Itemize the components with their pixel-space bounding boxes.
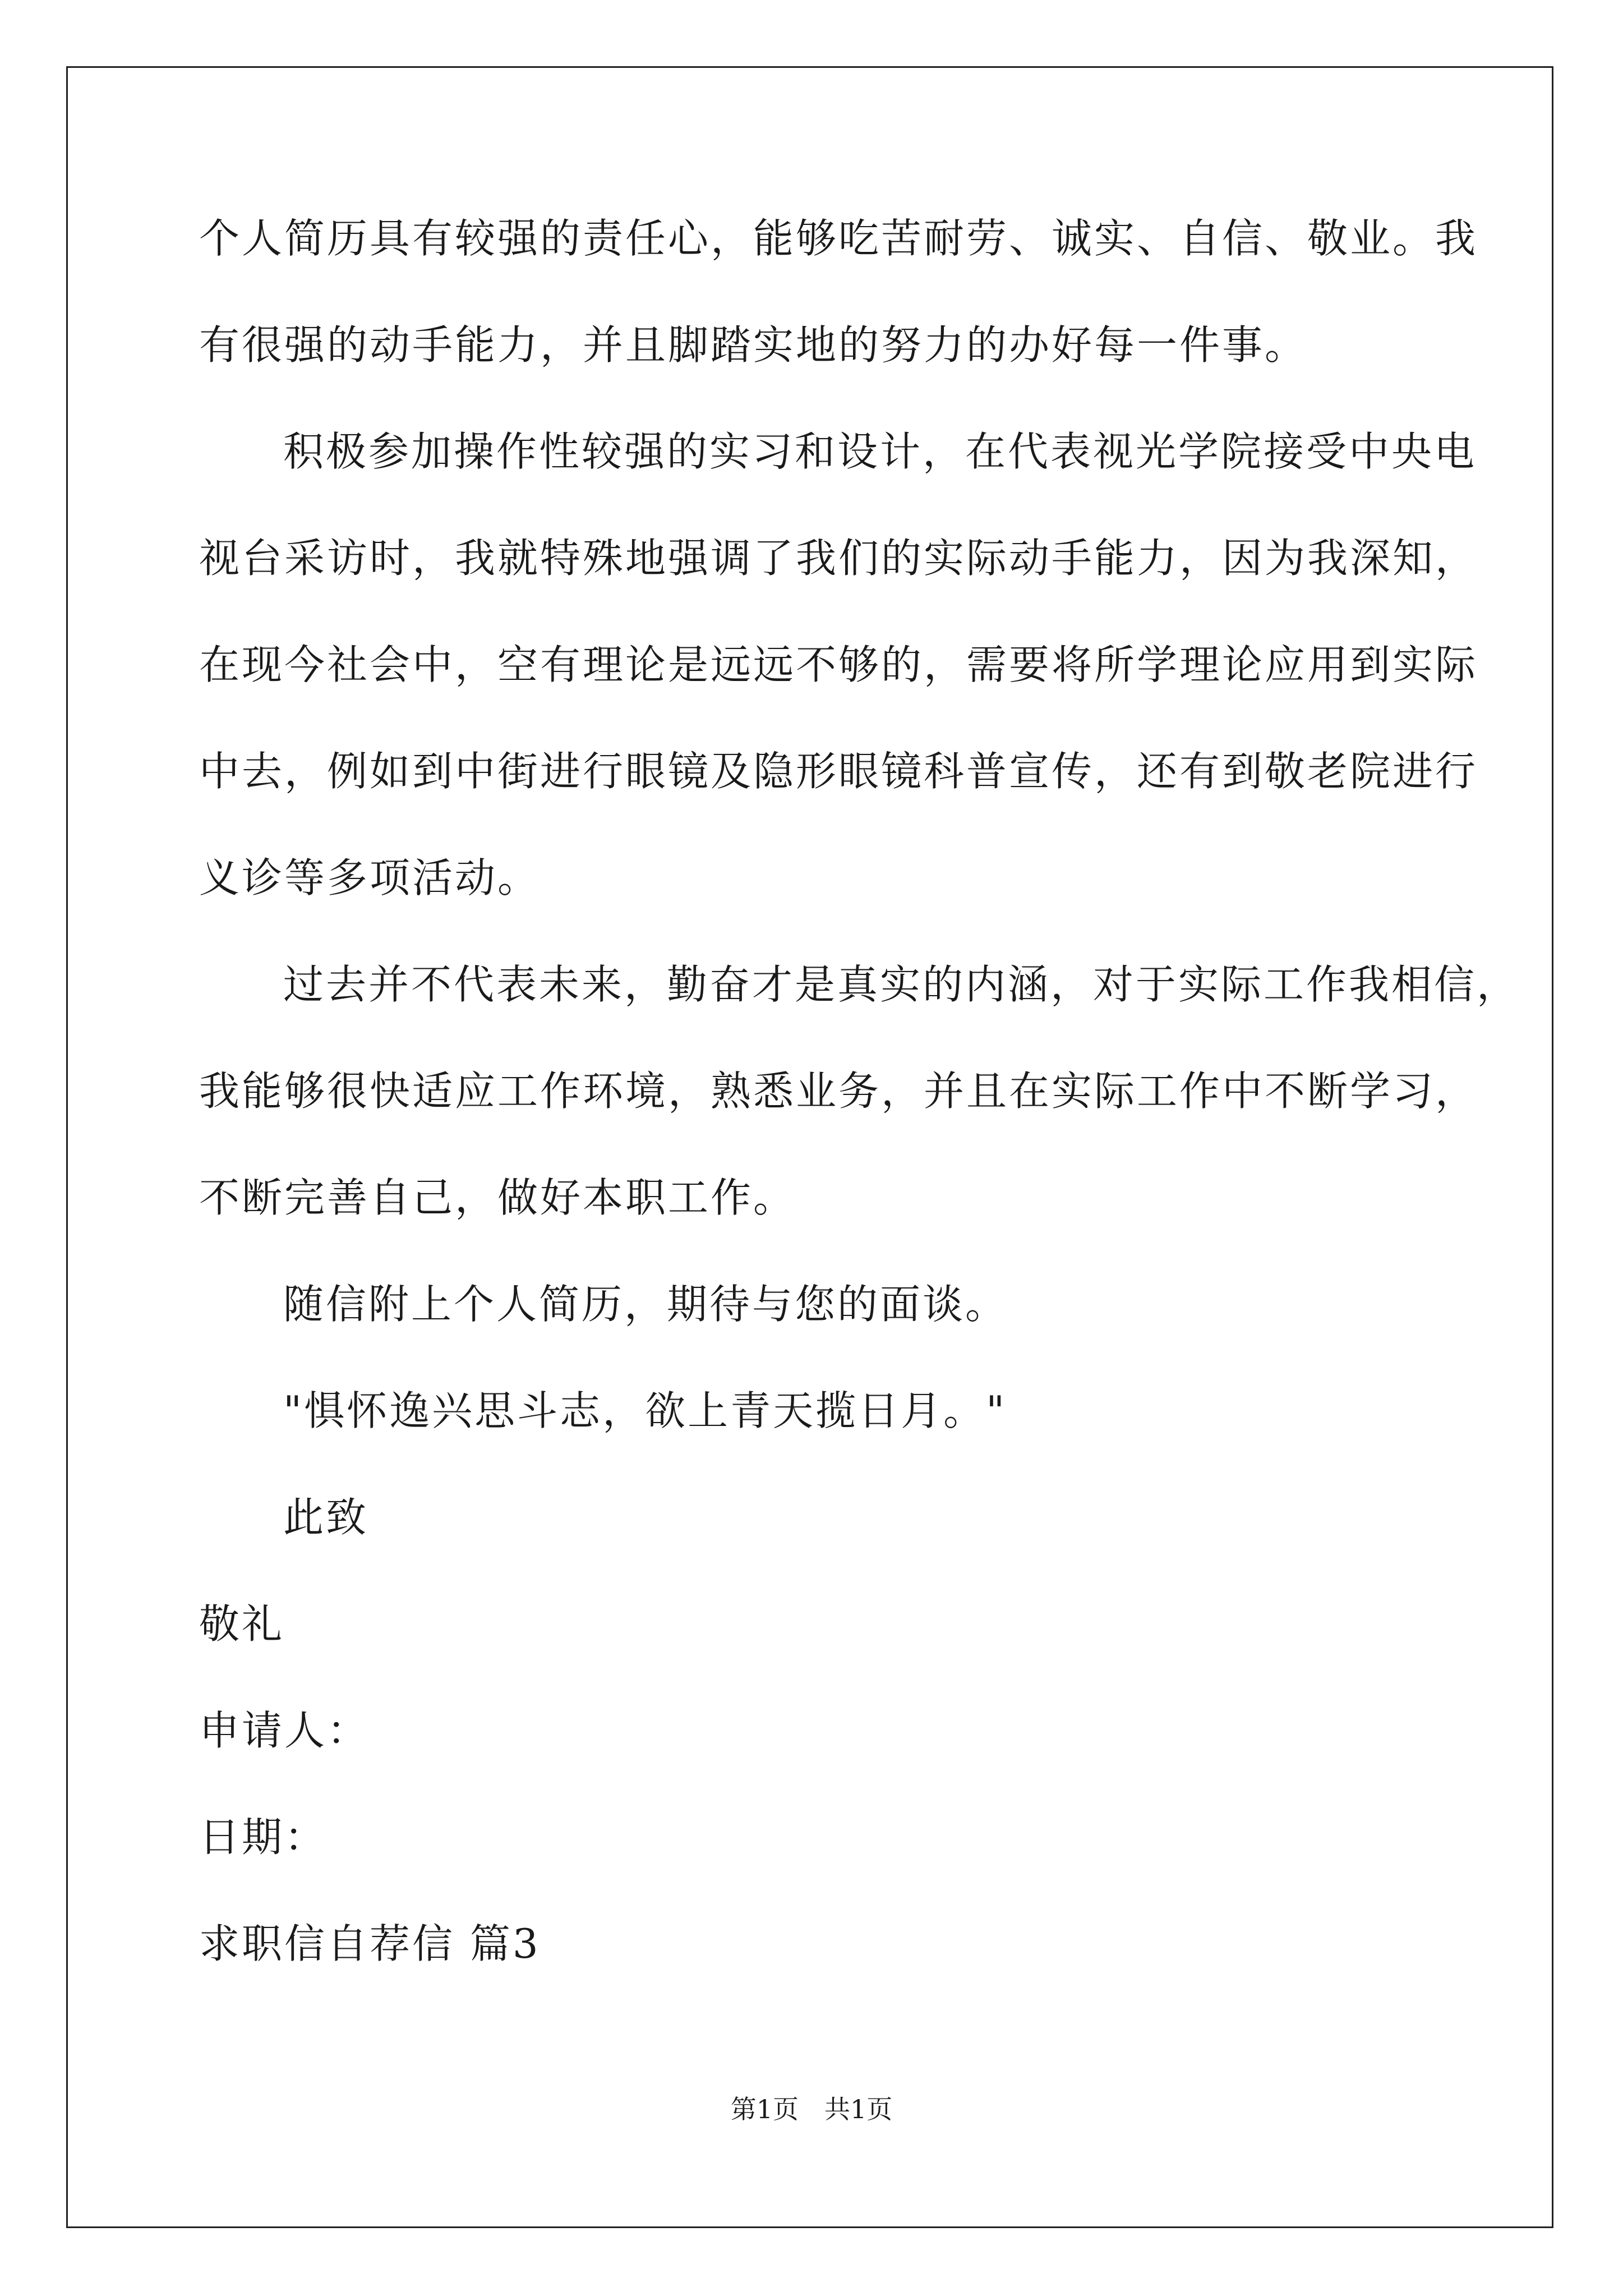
applicant-label: 申请人： <box>199 1707 370 1754</box>
paragraph-line: 在现今社会中，空有理论是远远不够的，需要将所学理论应用到实际 <box>199 641 1478 688</box>
page-number-footer: 第1页 共1页 <box>730 2094 893 2124</box>
paragraph-line: 个人简历具有较强的责任心，能够吃苦耐劳、诚实、自信、敬业。我 <box>199 215 1478 262</box>
closing-salutation: 此致 <box>283 1494 369 1541</box>
paragraph-line: 中去，例如到中街进行眼镜及隐形眼镜科普宣传，还有到敬老院进行 <box>199 748 1478 795</box>
page-border <box>66 66 1553 2228</box>
paragraph-line: 视台采访时，我就特殊地强调了我们的实际动手能力，因为我深知， <box>199 535 1478 582</box>
date-label: 日期： <box>199 1814 328 1861</box>
quote-line: "惧怀逸兴思斗志，欲上青天揽日月。" <box>283 1387 1007 1434</box>
paragraph-line: 随信附上个人简历，期待与您的面谈。 <box>283 1281 1008 1328</box>
paragraph-line: 有很强的动手能力，并且脚踏实地的努力的办好每一件事。 <box>199 321 1308 369</box>
paragraph-line: 不断完善自己，做好本职工作。 <box>199 1174 796 1221</box>
closing-regards: 敬礼 <box>199 1600 285 1648</box>
paragraph-line: 义诊等多项活动。 <box>199 854 541 901</box>
paragraph-line: 我能够很快适应工作环境，熟悉业务，并且在实际工作中不断学习， <box>199 1068 1478 1115</box>
section-heading: 求职信自荐信 篇3 <box>199 1920 541 1967</box>
paragraph-line: 过去并不代表未来，勤奋才是真实的内涵，对于实际工作我相信， <box>283 961 1520 1008</box>
paragraph-line: 积极参加操作性较强的实习和设计，在代表视光学院接受中央电 <box>283 428 1477 475</box>
